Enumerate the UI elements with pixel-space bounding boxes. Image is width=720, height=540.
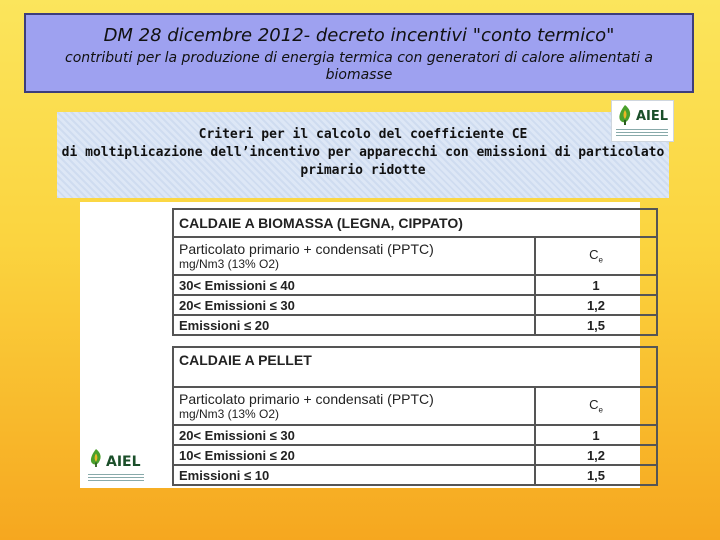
aiel-logo-icon <box>87 447 105 469</box>
slide-title: DM 28 dicembre 2012- decreto incentivi "conto termico" <box>103 25 615 46</box>
row-label: 10< Emissioni ≤ 20 <box>173 445 535 465</box>
row-value: 1,5 <box>535 315 657 335</box>
biomassa-table <box>172 208 658 336</box>
criteria-line-3: primario ridotte <box>300 163 426 178</box>
header-unit: mg/Nm3 (13% O2) <box>179 256 280 271</box>
slide-subtitle: contributi per la produzione di energia termica con generatori di calore alimentati a biomasse <box>65 50 653 83</box>
criteria-box <box>57 112 669 198</box>
table-title: CALDAIE A BIOMASSA (LEGNA, CIPPATO) <box>173 209 657 237</box>
table-row <box>173 465 657 485</box>
aiel-logo-bottom <box>84 444 148 488</box>
title-box <box>24 13 694 93</box>
header-label: Particolato primario + condensati (PPTC) <box>179 390 434 407</box>
row-label: 20< Emissioni ≤ 30 <box>173 425 535 445</box>
header-label-cell <box>173 387 535 425</box>
header-ce-cell <box>535 237 657 275</box>
header-ce-cell <box>535 387 657 425</box>
row-value: 1,2 <box>535 445 657 465</box>
table-row <box>173 425 657 445</box>
header-unit: mg/Nm3 (13% O2) <box>179 406 280 421</box>
row-value: 1,5 <box>535 465 657 485</box>
aiel-logo-top <box>611 100 674 142</box>
header-ce: C <box>589 397 599 413</box>
aiel-logo-text: AIEL <box>106 454 141 470</box>
row-value: 1,2 <box>535 295 657 315</box>
table-row <box>173 445 657 465</box>
table-row <box>173 295 657 315</box>
table-header-row <box>173 237 657 275</box>
logo-caption-lines <box>88 472 144 483</box>
table-title-row <box>173 209 657 237</box>
table-title: CALDAIE A PELLET <box>173 347 657 387</box>
criteria-line-1: Criteri per il calcolo del coefficiente CE <box>198 127 528 142</box>
row-label: 20< Emissioni ≤ 30 <box>173 295 535 315</box>
aiel-logo-icon <box>615 104 635 126</box>
row-label: Emissioni ≤ 20 <box>173 315 535 335</box>
logo-caption-lines <box>616 127 668 138</box>
table-panel <box>80 202 640 488</box>
header-ce-sub: e <box>598 405 603 415</box>
table-row <box>173 315 657 335</box>
criteria-line-2: di moltiplicazione dell’incentivo per apparecchi con emissioni di particolato <box>61 145 665 160</box>
header-label-cell <box>173 237 535 275</box>
header-ce: C <box>589 247 599 263</box>
row-value: 1 <box>535 425 657 445</box>
pellet-table <box>172 346 658 486</box>
table-row <box>173 275 657 295</box>
row-value: 1 <box>535 275 657 295</box>
criteria-text <box>57 126 669 180</box>
row-label: 30< Emissioni ≤ 40 <box>173 275 535 295</box>
table-title-row <box>173 347 657 387</box>
aiel-logo-text: AIEL <box>636 109 669 124</box>
header-label: Particolato primario + condensati (PPTC) <box>179 240 434 257</box>
row-label: Emissioni ≤ 10 <box>173 465 535 485</box>
table-header-row <box>173 387 657 425</box>
header-ce-sub: e <box>598 255 603 265</box>
